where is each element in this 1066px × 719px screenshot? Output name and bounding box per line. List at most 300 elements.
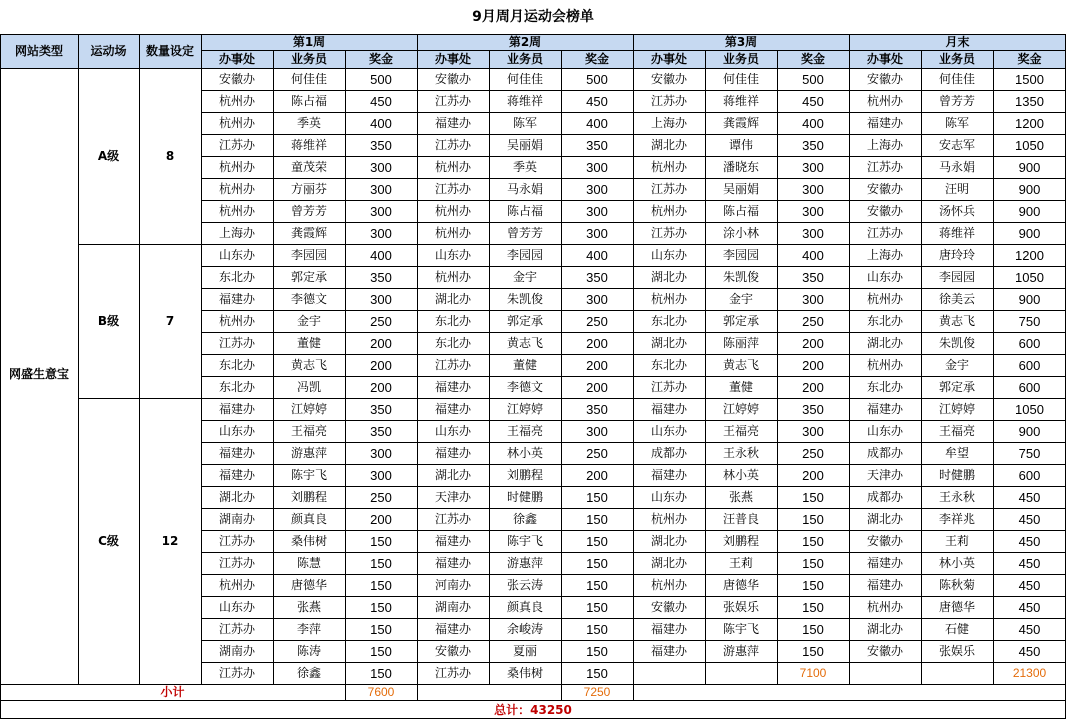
week3-office-cell: 湖北办 [650, 270, 687, 284]
week3-agent-cell: 黄志飞 [722, 358, 759, 372]
week2-agent-cell: 陈军 [512, 116, 537, 130]
week2-bonus-cell: 150 [586, 555, 608, 571]
week1-bonus-cell: 150 [370, 555, 392, 571]
week3-agent-cell: 蒋维祥 [722, 94, 759, 108]
month-end-agent-cell: 何佳佳 [938, 72, 975, 86]
week3-bonus-cell: 300 [802, 423, 824, 439]
week2-bonus-cell: 150 [586, 489, 608, 505]
month-end-bonus-cell: 450 [1018, 643, 1041, 659]
week2-bonus-cell: 300 [586, 423, 608, 439]
month-end-agent-cell: 时健鹏 [938, 468, 975, 482]
week1-office-cell: 上海办 [218, 226, 255, 240]
week3-agent-cell: 董健 [728, 380, 753, 394]
week2-agent-cell: 时健鹏 [506, 490, 543, 504]
week3-agent-cell: 汪普良 [722, 512, 759, 526]
week3-bonus-cell: 200 [802, 467, 824, 483]
month-end-bonus-cell: 600 [1018, 467, 1041, 483]
week2-agent-cell: 陈占福 [506, 204, 543, 218]
month-end-office-cell: 杭州办 [866, 292, 903, 306]
grid-line [921, 50, 922, 684]
week2-office-cell: 湖南办 [434, 600, 471, 614]
month-end-bonus-cell: 750 [1018, 445, 1041, 461]
week1-office-cell: 山东办 [218, 248, 255, 262]
grid-line [0, 34, 1, 718]
week1-bonus-cell: 300 [370, 203, 392, 219]
week3-office-cell: 杭州办 [650, 512, 687, 526]
week1-bonus-cell: 300 [370, 181, 392, 197]
week2-bonus-cell: 400 [586, 247, 608, 263]
week1-agent-cell: 曾芳芳 [290, 204, 327, 218]
week2-bonus-cell: 500 [586, 71, 608, 87]
week1-bonus-cell: 500 [370, 71, 392, 87]
week2-bonus-cell: 350 [586, 401, 608, 417]
header-week2: 第2周 [417, 34, 633, 50]
month-end-office-cell: 杭州办 [866, 94, 903, 108]
week3-agent-cell: 刘鹏程 [722, 534, 759, 548]
week1-agent-cell: 颜真良 [290, 512, 327, 526]
header-week1-agent: 业务员 [273, 50, 345, 68]
header-week1: 第1周 [201, 34, 417, 50]
month-end-agent-cell: 王福亮 [938, 424, 975, 438]
week2-agent-cell: 王福亮 [506, 424, 543, 438]
week3-agent-cell: 郭定承 [722, 314, 759, 328]
week2-office-cell: 杭州办 [434, 204, 471, 218]
week2-office-cell: 江苏办 [434, 358, 471, 372]
week3-office-cell: 福建办 [650, 622, 687, 636]
week1-bonus-cell: 250 [370, 489, 392, 505]
week1-agent-cell: 桑伟树 [290, 534, 327, 548]
week2-office-cell: 东北办 [434, 336, 471, 350]
week1-agent-cell: 童茂荣 [290, 160, 327, 174]
week2-bonus-cell: 350 [586, 137, 608, 153]
week1-bonus-cell: 350 [370, 401, 392, 417]
week1-agent-cell: 何佳佳 [290, 72, 327, 86]
grid-line [849, 34, 850, 684]
week1-bonus-cell: 200 [370, 511, 392, 527]
week2-bonus-cell: 300 [586, 159, 608, 175]
month-end-bonus-cell: 600 [1018, 335, 1041, 351]
week3-office-cell: 江苏办 [650, 380, 687, 394]
month-end-agent-cell: 牟望 [944, 446, 969, 460]
week2-bonus-cell: 350 [586, 269, 608, 285]
week3-office-cell: 杭州办 [650, 160, 687, 174]
month-end-bonus-cell: 1350 [1015, 93, 1044, 109]
header-month-end: 月末 [849, 34, 1066, 50]
week1-agent-cell: 方丽芬 [290, 182, 327, 196]
month-end-office-cell: 福建办 [866, 116, 903, 130]
grid-line [0, 684, 1066, 685]
week2-office-cell: 福建办 [434, 402, 471, 416]
week1-office-cell: 杭州办 [218, 314, 255, 328]
week2-bonus-cell: 150 [586, 533, 608, 549]
week3-office-cell: 东北办 [650, 314, 687, 328]
week3-office-cell: 安徽办 [650, 72, 687, 86]
month-end-agent-cell: 李园园 [938, 270, 975, 284]
week1-agent-cell: 江婷婷 [290, 402, 327, 416]
header-week3-office: 办事处 [633, 50, 705, 68]
week3-office-cell: 杭州办 [650, 578, 687, 592]
month-end-bonus-cell: 450 [1018, 555, 1041, 571]
week1-office-cell: 杭州办 [218, 204, 255, 218]
week1-office-cell: 杭州办 [218, 182, 255, 196]
week2-agent-cell: 董健 [512, 358, 537, 372]
week1-agent-cell: 王福亮 [290, 424, 327, 438]
week3-office-cell: 山东办 [650, 424, 687, 438]
month-end-agent-cell: 曾芳芳 [938, 94, 975, 108]
month-end-bonus-cell: 750 [1018, 313, 1041, 329]
week3-office-cell: 福建办 [650, 402, 687, 416]
week1-agent-cell: 蒋维祥 [290, 138, 327, 152]
month-end-bonus-cell: 900 [1018, 159, 1041, 175]
week3-office-cell: 湖北办 [650, 534, 687, 548]
month-end-office-cell: 天津办 [866, 468, 903, 482]
week1-office-cell: 江苏办 [218, 138, 255, 152]
week2-bonus-cell: 200 [586, 357, 608, 373]
week1-agent-cell: 陈涛 [296, 644, 321, 658]
grid-line [993, 50, 994, 684]
week1-agent-cell: 李德文 [290, 292, 327, 306]
week1-bonus-cell: 200 [370, 335, 392, 351]
week3-agent-cell: 陈占福 [722, 204, 759, 218]
week2-bonus-cell: 200 [586, 467, 608, 483]
week2-office-cell: 湖北办 [434, 468, 471, 482]
week2-agent-cell: 马永娟 [506, 182, 543, 196]
week3-agent-cell: 王莉 [728, 556, 753, 570]
week2-bonus-cell: 150 [586, 599, 608, 615]
week3-bonus-cell: 300 [802, 203, 824, 219]
week2-office-cell: 山东办 [434, 424, 471, 438]
month-end-agent-cell: 唐德华 [938, 600, 975, 614]
month-end-agent-cell: 李祥兆 [938, 512, 975, 526]
week1-agent-cell: 黄志飞 [290, 358, 327, 372]
week2-agent-cell: 江婷婷 [506, 402, 543, 416]
group-a-quota: 8 [165, 149, 175, 163]
week2-bonus-cell: 300 [586, 181, 608, 197]
month-end-agent-cell: 石健 [944, 622, 969, 636]
week1-office-cell: 江苏办 [218, 666, 255, 680]
month-end-office-cell: 杭州办 [866, 358, 903, 372]
month-end-office-cell: 山东办 [866, 270, 903, 284]
month-end-bonus-cell: 1500 [1015, 71, 1044, 87]
month-end-agent-cell: 朱凯俊 [938, 336, 975, 350]
week2-bonus-cell: 200 [586, 379, 608, 395]
month-end-office-cell: 成都办 [866, 446, 903, 460]
week2-bonus-cell: 200 [586, 335, 608, 351]
week3-bonus-cell: 350 [802, 269, 824, 285]
week3-office-cell: 山东办 [650, 248, 687, 262]
week2-bonus-cell: 250 [586, 445, 608, 461]
month-end-bonus-cell: 450 [1018, 489, 1041, 505]
week3-bonus-cell: 150 [802, 643, 824, 659]
week2-agent-cell: 朱凯俊 [506, 292, 543, 306]
week2-agent-cell: 陈宇飞 [506, 534, 543, 548]
week1-office-cell: 杭州办 [218, 94, 255, 108]
week3-office-cell: 成都办 [650, 446, 687, 460]
week1-bonus-cell: 150 [370, 599, 392, 615]
month-end-agent-cell: 郭定承 [938, 380, 975, 394]
week1-agent-cell: 游惠萍 [290, 446, 327, 460]
month-end-agent-cell: 陈秋菊 [938, 578, 975, 592]
week2-agent-cell: 徐鑫 [512, 512, 537, 526]
week1-office-cell: 东北办 [218, 380, 255, 394]
week1-bonus-cell: 300 [370, 159, 392, 175]
month-end-office-cell: 安徽办 [866, 204, 903, 218]
week2-office-cell: 江苏办 [434, 138, 471, 152]
month-end-agent-cell: 安志军 [938, 138, 975, 152]
week3-office-cell: 杭州办 [650, 292, 687, 306]
week1-office-cell: 安徽办 [218, 72, 255, 86]
month-end-bonus-cell: 1050 [1015, 137, 1044, 153]
week3-bonus-cell: 400 [802, 247, 824, 263]
week3-office-cell: 江苏办 [650, 226, 687, 240]
month-end-office-cell: 江苏办 [866, 160, 903, 174]
header-month-end-office: 办事处 [849, 50, 921, 68]
week1-agent-cell: 唐德华 [290, 578, 327, 592]
week2-agent-cell: 吴丽娟 [506, 138, 543, 152]
week3-bonus-cell: 200 [802, 379, 824, 395]
week1-agent-cell: 龚霞辉 [290, 226, 327, 240]
week1-agent-cell: 冯凯 [296, 380, 321, 394]
grid-line [345, 684, 346, 700]
week2-agent-cell: 李德文 [506, 380, 543, 394]
grid-line [78, 34, 79, 684]
header-month-end-agent: 业务员 [921, 50, 993, 68]
subtotal-month-end: 21300 [1012, 666, 1047, 680]
week2-office-cell: 湖北办 [434, 292, 471, 306]
month-end-office-cell: 湖北办 [866, 622, 903, 636]
group-b-level: B级 [97, 314, 120, 328]
week2-office-cell: 杭州办 [434, 270, 471, 284]
month-end-agent-cell: 林小英 [938, 556, 975, 570]
week2-bonus-cell: 250 [586, 313, 608, 329]
header-quota: 数量设定 [139, 34, 201, 68]
week1-bonus-cell: 400 [370, 247, 392, 263]
week1-office-cell: 杭州办 [218, 578, 255, 592]
month-end-office-cell: 成都办 [866, 490, 903, 504]
week3-agent-cell: 张燕 [728, 490, 753, 504]
week3-office-cell: 福建办 [650, 644, 687, 658]
week1-bonus-cell: 200 [370, 357, 392, 373]
grid-line [777, 50, 778, 684]
month-end-agent-cell: 汪明 [944, 182, 969, 196]
week1-office-cell: 杭州办 [218, 160, 255, 174]
header-week3-agent: 业务员 [705, 50, 777, 68]
week3-bonus-cell: 300 [802, 291, 824, 307]
week1-agent-cell: 刘鹏程 [290, 490, 327, 504]
week3-bonus-cell: 250 [802, 445, 824, 461]
month-end-office-cell: 江苏办 [866, 226, 903, 240]
week3-bonus-cell: 450 [802, 93, 824, 109]
week2-bonus-cell: 400 [586, 115, 608, 131]
week3-bonus-cell: 300 [802, 181, 824, 197]
week2-agent-cell: 林小英 [506, 446, 543, 460]
week1-bonus-cell: 150 [370, 533, 392, 549]
week2-bonus-cell: 150 [586, 511, 608, 527]
week2-office-cell: 安徽办 [434, 72, 471, 86]
week1-office-cell: 湖南办 [218, 512, 255, 526]
week1-agent-cell: 李萍 [296, 622, 321, 636]
week1-office-cell: 山东办 [218, 424, 255, 438]
week2-agent-cell: 张云涛 [506, 578, 543, 592]
month-end-office-cell: 杭州办 [866, 600, 903, 614]
week3-office-cell: 安徽办 [650, 600, 687, 614]
week2-bonus-cell: 450 [586, 93, 608, 109]
week3-bonus-cell: 150 [802, 533, 824, 549]
month-end-office-cell: 安徽办 [866, 644, 903, 658]
grid-line [417, 34, 418, 684]
week1-bonus-cell: 350 [370, 269, 392, 285]
week2-agent-cell: 颜真良 [506, 600, 543, 614]
week2-agent-cell: 金宇 [512, 270, 537, 284]
week3-agent-cell: 龚霞辉 [722, 116, 759, 130]
month-end-bonus-cell: 900 [1018, 423, 1041, 439]
week2-office-cell: 福建办 [434, 534, 471, 548]
grid-line [633, 34, 634, 684]
week1-agent-cell: 季英 [296, 116, 321, 130]
week2-office-cell: 江苏办 [434, 94, 471, 108]
month-end-bonus-cell: 900 [1018, 203, 1041, 219]
grid-line [139, 34, 140, 684]
subtotal-week2: 7250 [583, 685, 611, 699]
month-end-agent-cell: 汤怀兵 [938, 204, 975, 218]
group-b-quota: 7 [165, 314, 175, 328]
month-end-office-cell: 东北办 [866, 380, 903, 394]
week3-agent-cell: 涂小林 [722, 226, 759, 240]
grid-line [0, 700, 1066, 701]
subtotal-label: 小计 [160, 685, 185, 699]
month-end-bonus-cell: 900 [1018, 181, 1041, 197]
header-site-type: 网站类型 [0, 34, 78, 68]
week3-bonus-cell: 300 [802, 159, 824, 175]
month-end-bonus-cell: 1200 [1015, 247, 1044, 263]
week1-agent-cell: 陈占福 [290, 94, 327, 108]
week1-bonus-cell: 300 [370, 291, 392, 307]
week3-office-cell: 江苏办 [650, 94, 687, 108]
week2-bonus-cell: 150 [586, 643, 608, 659]
month-end-bonus-cell: 450 [1018, 577, 1041, 593]
grid-line [201, 34, 202, 684]
month-end-bonus-cell: 900 [1018, 291, 1041, 307]
week2-office-cell: 江苏办 [434, 182, 471, 196]
week3-bonus-cell: 200 [802, 335, 824, 351]
month-end-agent-cell: 王莉 [944, 534, 969, 548]
week1-agent-cell: 张燕 [296, 600, 321, 614]
week1-agent-cell: 金宇 [296, 314, 321, 328]
month-end-office-cell: 山东办 [866, 424, 903, 438]
week2-office-cell: 福建办 [434, 116, 471, 130]
grid-line [705, 50, 706, 684]
week3-office-cell: 福建办 [650, 468, 687, 482]
week2-office-cell: 杭州办 [434, 160, 471, 174]
week3-agent-cell: 吴丽娟 [722, 182, 759, 196]
week3-office-cell: 湖北办 [650, 556, 687, 570]
month-end-agent-cell: 王永秋 [938, 490, 975, 504]
month-end-bonus-cell: 450 [1018, 533, 1041, 549]
week3-office-cell: 江苏办 [650, 182, 687, 196]
week1-agent-cell: 郭定承 [290, 270, 327, 284]
week2-bonus-cell: 150 [586, 665, 608, 681]
week3-bonus-cell: 300 [802, 225, 824, 241]
week3-agent-cell: 谭伟 [728, 138, 753, 152]
week2-agent-cell: 余峻涛 [506, 622, 543, 636]
grid-line [489, 50, 490, 684]
week1-office-cell: 山东办 [218, 600, 255, 614]
page-title: 9月周月运动会榜单 [472, 9, 594, 25]
week1-office-cell: 福建办 [218, 402, 255, 416]
month-end-bonus-cell: 450 [1018, 599, 1041, 615]
month-end-office-cell: 东北办 [866, 314, 903, 328]
grid-line [273, 50, 274, 684]
month-end-bonus-cell: 450 [1018, 621, 1041, 637]
week1-office-cell: 江苏办 [218, 336, 255, 350]
week3-bonus-cell: 150 [802, 599, 824, 615]
month-end-bonus-cell: 1200 [1015, 115, 1044, 131]
month-end-office-cell: 福建办 [866, 402, 903, 416]
week3-office-cell: 东北办 [650, 358, 687, 372]
grid-line [417, 684, 418, 700]
week1-office-cell: 东北办 [218, 270, 255, 284]
week3-bonus-cell: 350 [802, 137, 824, 153]
week1-agent-cell: 董健 [296, 336, 321, 350]
month-end-agent-cell: 黄志飞 [938, 314, 975, 328]
week1-agent-cell: 徐鑫 [296, 666, 321, 680]
header-week2-agent: 业务员 [489, 50, 561, 68]
week2-office-cell: 江苏办 [434, 666, 471, 680]
week2-bonus-cell: 150 [586, 621, 608, 637]
grid-line [633, 684, 634, 700]
month-end-bonus-cell: 900 [1018, 225, 1041, 241]
site-type-cell: 网盛生意宝 [8, 367, 69, 381]
header-month-end-bonus: 奖金 [993, 50, 1066, 68]
grand-total: 总计：43250 [494, 702, 572, 717]
week3-bonus-cell: 500 [802, 71, 824, 87]
week1-office-cell: 东北办 [218, 358, 255, 372]
week1-office-cell: 福建办 [218, 446, 255, 460]
week1-agent-cell: 李园园 [290, 248, 327, 262]
month-end-agent-cell: 陈军 [944, 116, 969, 130]
month-end-bonus-cell: 600 [1018, 357, 1041, 373]
week1-bonus-cell: 200 [370, 379, 392, 395]
week2-office-cell: 天津办 [434, 490, 471, 504]
week1-bonus-cell: 150 [370, 643, 392, 659]
month-end-office-cell: 福建办 [866, 556, 903, 570]
week3-office-cell: 湖北办 [650, 138, 687, 152]
week1-bonus-cell: 300 [370, 445, 392, 461]
week2-bonus-cell: 300 [586, 225, 608, 241]
week3-agent-cell: 江婷婷 [722, 402, 759, 416]
group-c-level: C级 [98, 534, 119, 548]
week3-agent-cell: 李园园 [722, 248, 759, 262]
subtotal-week1: 7600 [367, 685, 395, 699]
month-end-bonus-cell: 1050 [1015, 269, 1044, 285]
week2-bonus-cell: 300 [586, 203, 608, 219]
week1-bonus-cell: 300 [370, 225, 392, 241]
header-venue: 运动场 [78, 34, 139, 68]
week2-agent-cell: 桑伟树 [506, 666, 543, 680]
week1-bonus-cell: 350 [370, 423, 392, 439]
month-end-agent-cell: 唐玲玲 [938, 248, 975, 262]
week1-office-cell: 江苏办 [218, 534, 255, 548]
week2-agent-cell: 夏丽 [512, 644, 537, 658]
week3-agent-cell: 林小英 [722, 468, 759, 482]
week1-office-cell: 湖南办 [218, 644, 255, 658]
week3-agent-cell: 唐德华 [722, 578, 759, 592]
week2-agent-cell: 季英 [512, 160, 537, 174]
week3-agent-cell: 何佳佳 [722, 72, 759, 86]
week3-bonus-cell: 150 [802, 511, 824, 527]
month-end-office-cell: 上海办 [866, 248, 903, 262]
week2-office-cell: 福建办 [434, 556, 471, 570]
